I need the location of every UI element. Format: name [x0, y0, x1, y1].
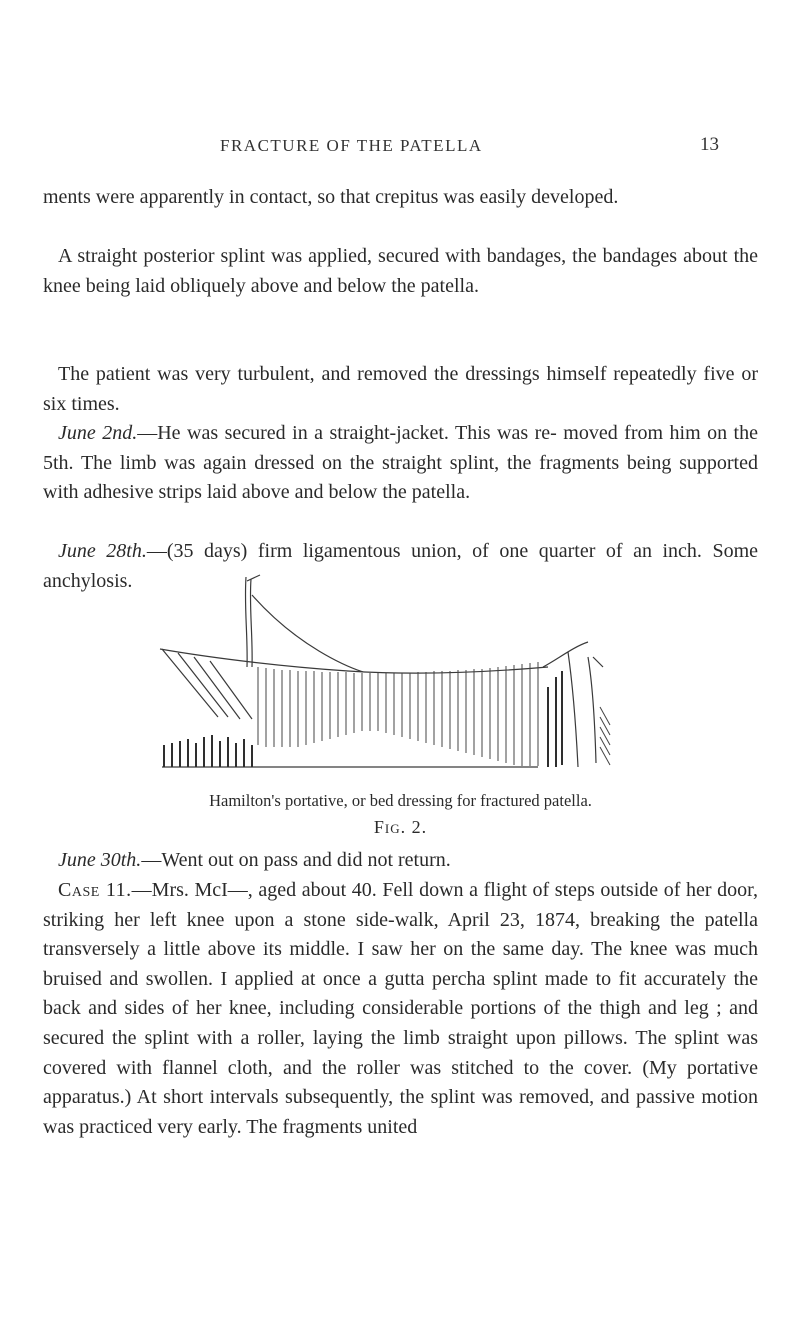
paragraph-turbulent: The patient was very turbulent, and removed the dressings himself repeatedly five or six times. — [43, 363, 758, 415]
paragraph-continuation: ments were apparently in contact, so that crepitus was easily developed. — [43, 186, 619, 208]
running-title: FRACTURE OF THE PATELLA — [220, 136, 483, 155]
paragraph-case-11-text: —Mrs. McI—, aged about 40. Fell down a flight of steps outside of her door, striking her left knee upon a stone side-walk, April 23, 1874, breaking the patella transversely a little above its middle. I saw her on the same day. The knee was much bruised and swollen. I applied at once a gutta percha splint made to fit accurately the back and sides of her knee, including considerable portions of the thigh and leg ; and secured the splint with a roller, laying the limb straight upon pillows. The splint was covered with flannel cloth, and the roller was stitched to the cover. (My portative apparatus.) At short intervals subsequently, the splint was removed, and passive motion was practiced very early. The fragments united — [43, 879, 759, 1138]
figure-label: Fig. 2. — [373, 817, 428, 837]
date-june-30th: June 30th. — [58, 849, 142, 871]
paragraph-june-28th-text: —(35 days) firm ligamentous union, of one quarter of an inch. Some anchylosis. — [43, 540, 759, 592]
paragraph-case-11 — [43, 876, 758, 1142]
bed-dressing-engraving — [148, 567, 618, 789]
date-june-2nd: June 2nd. — [58, 422, 138, 444]
case-heading: Case 11. — [58, 879, 132, 901]
paragraph-splint: A straight posterior splint was applied, secured with bandages, the bandages about the knee being laid obliquely above and below the patella. — [43, 245, 758, 297]
page-number: 13 — [700, 134, 719, 155]
paragraph-june-30th — [43, 846, 758, 876]
running-header — [0, 136, 801, 162]
paragraph-june-30th-text: —Went out on pass and did not return. — [141, 849, 451, 871]
figure-illustration — [148, 567, 618, 789]
paragraph-june-2nd-text: —He was secured in a straight-jacket. This was re- moved from him on the 5th. The limb was again dressed on the straight splint, the fragments being supported with adhesive strips laid above and below the patella. — [43, 422, 758, 504]
date-june-28th: June 28th. — [58, 540, 147, 562]
figure-caption: Hamilton's portative, or bed dressing for fractured patella. — [209, 791, 592, 810]
paragraph-june-2nd — [43, 419, 758, 508]
